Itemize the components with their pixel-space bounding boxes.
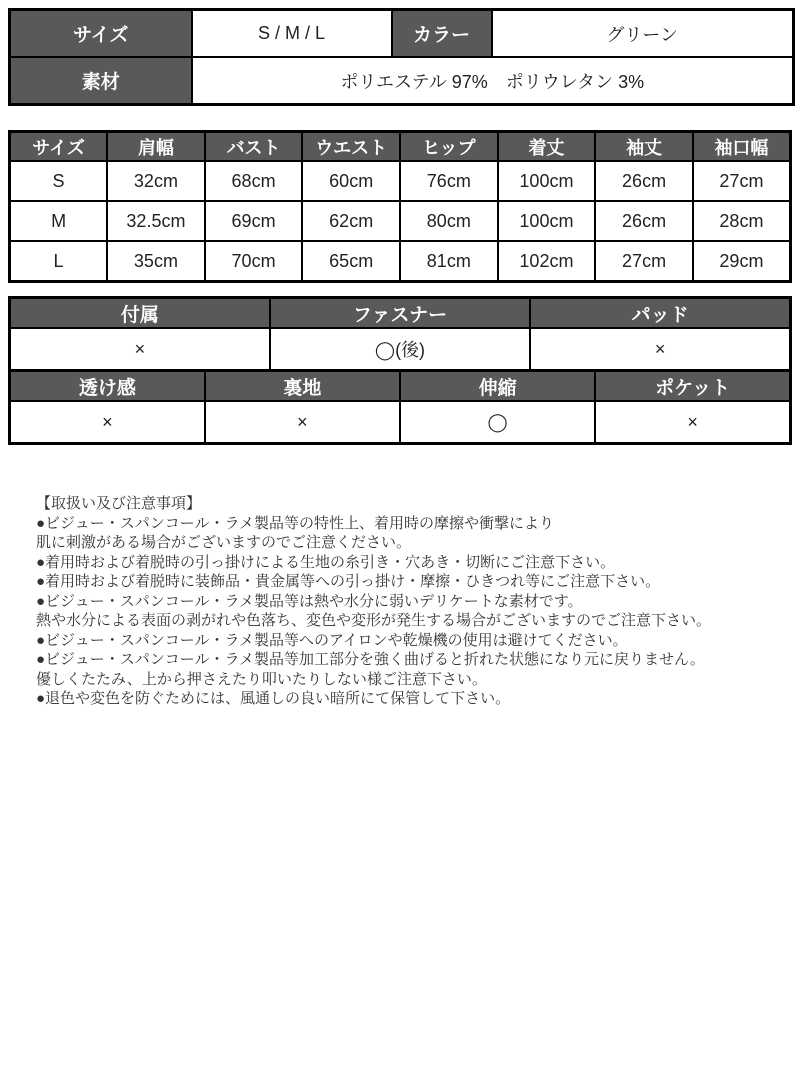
- table-row: [10, 201, 791, 241]
- column-header: 着丈: [498, 132, 596, 162]
- size-cell: M: [10, 201, 108, 241]
- measure-cell: 28cm: [693, 201, 791, 241]
- measure-cell: 65cm: [302, 241, 400, 282]
- features-table-primary: [8, 296, 792, 372]
- column-header: バスト: [205, 132, 303, 162]
- measure-cell: 26cm: [595, 161, 693, 201]
- size-cell: S: [10, 161, 108, 201]
- features-table-secondary: [8, 369, 792, 445]
- measure-cell: 29cm: [693, 241, 791, 282]
- column-header: 袖口幅: [693, 132, 791, 162]
- care-note-line: 優しくたたみ、上から押さえたり叩いたりしない様ご注意下さい。: [36, 670, 487, 688]
- care-note-line: ●ビジュー・スパンコール・ラメ製品等加工部分を強く曲げると折れた状態になり元に戻りません。: [36, 651, 705, 668]
- color-label: カラー: [392, 10, 492, 58]
- measure-cell: 70cm: [205, 241, 303, 282]
- column-header: 裏地: [205, 371, 400, 402]
- feature-value: ×: [10, 401, 205, 444]
- column-header: ポケット: [595, 371, 790, 402]
- measure-cell: 60cm: [302, 161, 400, 201]
- measure-cell: 69cm: [205, 201, 303, 241]
- table-row: [10, 328, 791, 371]
- measure-cell: 80cm: [400, 201, 498, 241]
- measurement-header-row: [10, 132, 791, 162]
- measure-cell: 35cm: [107, 241, 205, 282]
- care-note-line: ●ビジュー・スパンコール・ラメ製品等の特性上、着用時の摩擦や衝撃により: [36, 514, 555, 532]
- feature-header-row: [10, 298, 791, 329]
- care-note-line: 熱や水分による表面の剥がれや色落ち、変色や変形が発生する場合がございますのでご注意下さい。: [36, 612, 712, 629]
- care-notes: [36, 494, 784, 709]
- measure-cell: 102cm: [498, 241, 596, 282]
- feature-header-row: [10, 371, 791, 402]
- feature-value: ×: [530, 328, 790, 371]
- feature-value: ×: [10, 328, 270, 371]
- measure-cell: 76cm: [400, 161, 498, 201]
- column-header: サイズ: [10, 132, 108, 162]
- care-note-line: ●着用時および着脱時の引っ掛けによる生地の糸引き・穴あき・切断にご注意下さい。: [36, 553, 616, 571]
- column-header: パッド: [530, 298, 790, 329]
- size-value: S / M / L: [192, 10, 392, 58]
- measure-cell: 32cm: [107, 161, 205, 201]
- care-notes-title: 【取扱い及び注意事項】: [36, 495, 202, 512]
- measure-cell: 81cm: [400, 241, 498, 282]
- size-label: サイズ: [10, 10, 192, 58]
- measure-cell: 27cm: [693, 161, 791, 201]
- measure-cell: 26cm: [595, 201, 693, 241]
- care-note-line: ●退色や変色を防ぐためには、風通しの良い暗所にて保管して下さい。: [36, 690, 511, 707]
- column-header: ファスナー: [270, 298, 530, 329]
- feature-value: ◯: [400, 401, 595, 444]
- size-cell: L: [10, 241, 108, 282]
- column-header: 付属: [10, 298, 270, 329]
- material-value: ポリエステル 97% ポリウレタン 3%: [192, 57, 794, 105]
- column-header: ウエスト: [302, 132, 400, 162]
- care-note-line: ●着用時および着脱時に装飾品・貴金属等への引っ掛け・摩擦・ひきつれ等にご注意下さい。: [36, 573, 661, 590]
- material-label: 素材: [10, 57, 192, 105]
- measure-cell: 27cm: [595, 241, 693, 282]
- product-info-table: [8, 8, 795, 106]
- table-row: [10, 10, 794, 58]
- feature-value: ×: [595, 401, 790, 444]
- table-row: [10, 241, 791, 282]
- measure-cell: 68cm: [205, 161, 303, 201]
- table-row: [10, 57, 794, 105]
- measure-cell: 100cm: [498, 161, 596, 201]
- column-header: ヒップ: [400, 132, 498, 162]
- care-note-line: ●ビジュー・スパンコール・ラメ製品等へのアイロンや乾燥機の使用は避けてください。: [36, 631, 628, 649]
- care-note-line: 肌に刺激がある場合がございますのでご注意ください。: [36, 534, 412, 551]
- feature-value: ◯(後): [270, 328, 530, 371]
- table-row: [10, 401, 791, 444]
- color-value: グリーン: [492, 10, 794, 58]
- measurement-table: [8, 130, 792, 283]
- feature-value: ×: [205, 401, 400, 444]
- measure-cell: 62cm: [302, 201, 400, 241]
- column-header: 伸縮: [400, 371, 595, 402]
- measure-cell: 32.5cm: [107, 201, 205, 241]
- table-row: [10, 161, 791, 201]
- care-note-line: ●ビジュー・スパンコール・ラメ製品等は熱や水分に弱いデリケートな素材です。: [36, 592, 583, 610]
- column-header: 透け感: [10, 371, 205, 402]
- column-header: 肩幅: [107, 132, 205, 162]
- measure-cell: 100cm: [498, 201, 596, 241]
- column-header: 袖丈: [595, 132, 693, 162]
